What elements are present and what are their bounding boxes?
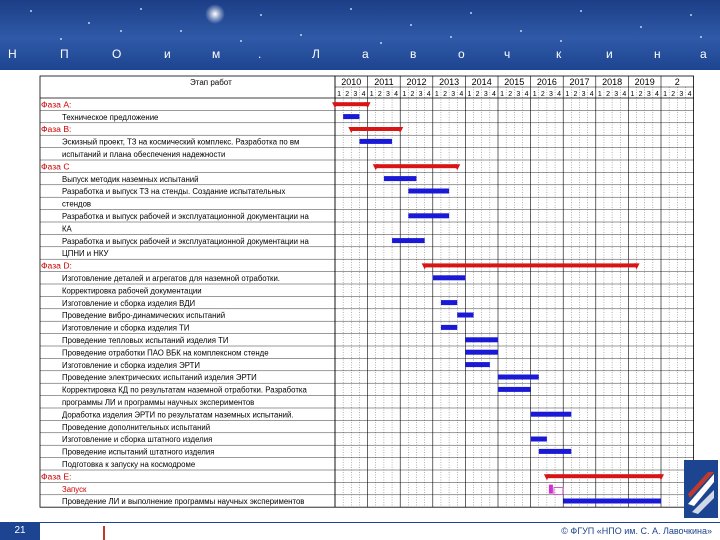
quarter-label: 4 (687, 91, 692, 98)
task-bar (531, 437, 547, 442)
banner-letter: и (606, 47, 613, 61)
quarter-label: 2 (638, 91, 643, 98)
quarter-label: 2 (540, 91, 545, 98)
gantt-chart-svg (40, 76, 692, 516)
banner-star (180, 30, 182, 32)
task-label: испытаний и плана обеспечения надежности (62, 150, 226, 159)
quarter-label: 2 (475, 91, 480, 98)
banner-star (30, 10, 32, 12)
task-label: Изготовление деталей и агрегатов для наземной отработки. (62, 274, 280, 283)
quarter-label: 4 (394, 91, 399, 98)
phase-bar (425, 263, 637, 267)
quarter-label: 4 (361, 91, 366, 98)
quarter-label: 2 (377, 91, 382, 98)
quarter-label: 1 (337, 91, 342, 98)
quarter-label: 3 (386, 91, 390, 98)
phase-bar (335, 102, 368, 106)
task-label: Запуск (62, 484, 87, 494)
quarter-label: 2 (606, 91, 610, 98)
banner-star (240, 40, 242, 42)
task-bar (563, 499, 661, 504)
task-label: КА (62, 224, 72, 234)
banner-letter: а (700, 47, 707, 61)
quarter-label: 4 (524, 91, 529, 98)
banner-star (520, 30, 522, 32)
launch-marker-icon (549, 485, 553, 494)
task-label: Разработка и выпуск рабочей и эксплуатационной документации на (62, 212, 309, 221)
task-bar (433, 275, 466, 280)
task-label: Проведение испытаний штатного изделия (62, 447, 215, 457)
banner-star (690, 14, 692, 16)
phase-label: Фаза С (41, 161, 70, 172)
banner-star (260, 14, 262, 16)
copyright-text: © ФГУП «НПО им. С. А. Лавочкина» (561, 526, 712, 536)
task-label: Корректировка рабочей документации (62, 286, 202, 296)
task-bar (343, 114, 359, 119)
quarter-label: 3 (418, 91, 423, 98)
phase-label: Фаза А: (41, 99, 72, 110)
task-bar (465, 362, 489, 367)
task-bar (408, 189, 449, 194)
footer-divider (40, 522, 720, 523)
task-label: Выпуск методик наземных испытаний (62, 174, 199, 184)
banner-letter: Л (312, 47, 320, 61)
quarter-label: 3 (483, 91, 488, 98)
task-label: Корректировка КД по результатам наземной отработки. Разработка (62, 385, 307, 395)
banner-star (450, 36, 452, 38)
task-label: Эскизный проект, ТЗ на космический комплекс. Разработка по вм (62, 137, 300, 147)
company-logo-icon (684, 460, 718, 518)
banner-glow (205, 4, 225, 24)
quarter-label: 3 (549, 91, 553, 98)
task-label: Подготовка к запуску на космодроме (62, 460, 196, 469)
banner-star (700, 36, 702, 38)
page-number: 21 (0, 522, 40, 540)
task-bar (359, 139, 392, 144)
year-label: 2014 (471, 77, 492, 87)
task-label: Доработка изделия ЭРТИ по результатам наземных испытаний. (62, 410, 294, 420)
banner-letter: П (60, 47, 69, 61)
quarter-label: 2 (573, 91, 578, 98)
task-bar (531, 412, 572, 417)
task-bar (465, 350, 498, 355)
year-label: 2016 (536, 77, 557, 87)
header-label: Этап работ (190, 78, 232, 87)
quarter-label: 4 (426, 91, 431, 98)
quarter-label: 2 (508, 91, 513, 98)
year-label: 2015 (504, 77, 525, 87)
task-bar (441, 325, 457, 330)
task-bar (441, 300, 457, 305)
task-label: Изготовление и сборка изделия ТИ (62, 323, 190, 333)
quarter-label: 1 (565, 91, 570, 98)
quarter-label: 1 (369, 91, 374, 98)
task-label: ЦПНИ и НКУ (62, 249, 109, 259)
quarter-label: 3 (646, 91, 651, 98)
quarter-label: 1 (467, 91, 472, 98)
quarter-label: 2 (345, 91, 350, 98)
banner-star (410, 24, 412, 26)
banner-letter: в (410, 47, 417, 61)
quarter-label: 1 (663, 91, 668, 98)
gantt-schedule (40, 76, 692, 516)
task-label: Проведение вибро-динамических испытаний (62, 311, 226, 321)
task-bar (457, 313, 473, 318)
banner-star (350, 8, 352, 10)
banner-letter: О (112, 47, 122, 61)
task-label: программы ЛИ и программы научных экспериментов (62, 398, 255, 407)
task-label: Изготовление и сборка изделия ЭРТИ (62, 360, 200, 370)
quarter-label: 2 (443, 91, 447, 98)
quarter-label: 3 (516, 91, 521, 98)
task-label: Разработка и выпуск рабочей и эксплуатационной документации на (62, 236, 309, 246)
phase-bar (376, 164, 458, 168)
quarter-label: 4 (459, 91, 464, 98)
banner-star (120, 30, 122, 32)
quarter-label: 1 (500, 91, 505, 98)
quarter-label: 4 (654, 91, 659, 98)
banner-star (380, 42, 382, 44)
banner-letter: к (556, 47, 562, 61)
task-label: Проведение отработки ПАО ВБК на комплексном стенде (62, 348, 269, 358)
phase-label: Фаза В: (41, 124, 72, 135)
task-label: Проведение тепловых испытаний изделия ТИ (62, 336, 229, 345)
year-label: 2 (674, 77, 680, 87)
banner-star (580, 10, 582, 12)
banner-letter: м (212, 47, 221, 61)
year-label: 2011 (374, 77, 394, 87)
task-bar (392, 238, 425, 243)
banner-letter: о (458, 47, 465, 61)
quarter-label: 4 (622, 91, 627, 98)
banner-letter: а (362, 47, 369, 61)
quarter-label: 3 (679, 91, 684, 98)
quarter-label: 4 (557, 91, 562, 98)
quarter-label: 2 (410, 91, 415, 98)
task-bar (465, 337, 498, 342)
task-label: Разработка и выпуск ТЗ на стенды. Создание испытательных (62, 187, 286, 197)
task-bar (498, 387, 531, 392)
year-label: 2012 (406, 77, 427, 87)
phase-bar (547, 474, 661, 478)
task-label: стендов (62, 199, 92, 209)
quarter-label: 3 (353, 91, 358, 98)
year-label: 2018 (602, 77, 623, 87)
quarter-label: 2 (671, 91, 676, 98)
quarter-label: 1 (597, 91, 602, 98)
phase-bar (351, 127, 400, 131)
quarter-label: 1 (402, 91, 407, 98)
banner-company-name (0, 47, 720, 67)
task-label: Проведение ЛИ и выполнение программы научных экспериментов (62, 497, 305, 507)
banner-letter: н (654, 47, 661, 61)
task-label: Изготовление и сборка изделия ВДИ (62, 298, 196, 308)
quarter-label: 1 (434, 91, 439, 98)
task-bar (498, 375, 539, 380)
task-bar (384, 176, 417, 181)
banner-star (300, 34, 302, 36)
year-label: 2017 (569, 77, 590, 87)
banner-letter: ч (504, 47, 511, 61)
task-bar (539, 449, 572, 454)
year-label: 2013 (439, 77, 460, 87)
banner-letter: . (258, 47, 262, 61)
banner-letter: и (164, 47, 171, 61)
quarter-label: 3 (581, 91, 586, 98)
task-label: Проведение электрических испытаний изделия ЭРТИ (62, 373, 257, 383)
header-banner (0, 0, 720, 70)
year-label: 2010 (341, 77, 362, 87)
quarter-label: 4 (589, 91, 594, 98)
phase-label: Фаза Е: (41, 471, 72, 482)
quarter-label: 1 (630, 91, 635, 98)
task-label: Изготовление и сборка штатного изделия (62, 435, 213, 445)
phase-label: Фаза D: (41, 260, 72, 271)
banner-star (60, 38, 62, 40)
task-bar (408, 213, 449, 218)
banner-star (640, 26, 642, 28)
quarter-label: 3 (614, 91, 619, 98)
banner-star (560, 40, 562, 42)
banner-star (470, 12, 472, 14)
quarter-label: 3 (451, 91, 456, 98)
banner-letter: Н (8, 47, 17, 61)
task-label: Проведение дополнительных испытаний (62, 422, 211, 432)
quarter-label: 4 (491, 91, 496, 98)
banner-star (140, 8, 142, 10)
year-label: 2019 (634, 77, 655, 87)
footer-accent (103, 526, 105, 540)
banner-star (88, 22, 90, 24)
task-label: Техническое предложение (62, 112, 159, 122)
quarter-label: 1 (532, 91, 537, 98)
